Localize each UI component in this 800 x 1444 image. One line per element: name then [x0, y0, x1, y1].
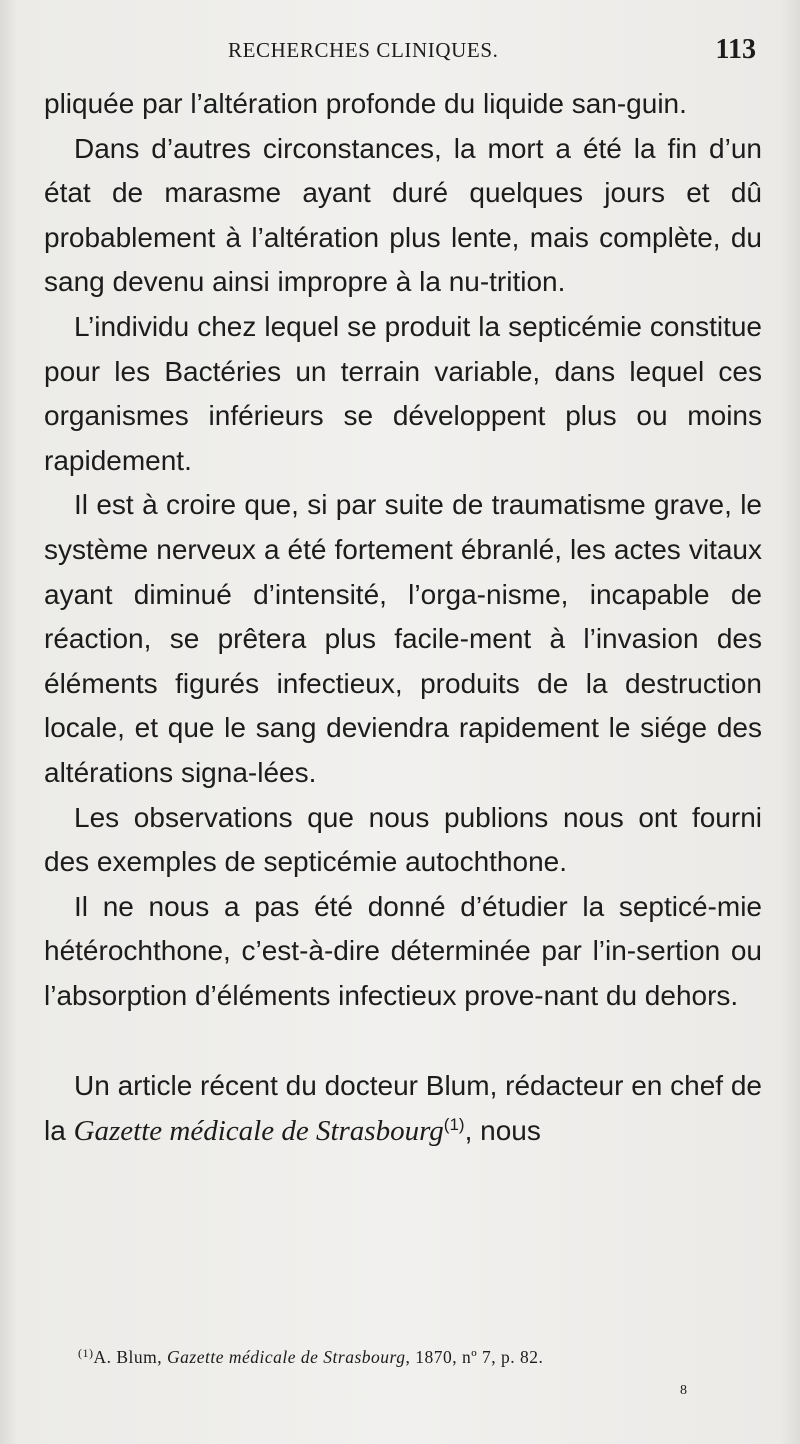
running-header [44, 36, 760, 70]
footnote [78, 1346, 758, 1368]
journal-title: Gazette médicale de Strasbourg [73, 1115, 444, 1148]
paragraph-text-end: , nous [464, 1115, 541, 1147]
paragraph-terrain: L’individu chez lequel se produit la septicémie constitue pour les Bactéries un terrain variable, dans lequel ces organismes inférieurs se développent plus ou moins rapidement. [44, 310, 762, 476]
paragraph-heterochthone: Il ne nous a pas été donné d’étudier la septicé-mie hétérochthone, c’est-à-dire déterminée par l’in-sertion ou l’absorption d’éléments infectieux prove-nant du dehors. [44, 890, 762, 1011]
paragraph-marasme: Dans d’autres circonstances, la mort a été la fin d’un état de marasme ayant duré quelques jours et dû probablement à l’altération plus lente, mais complète, du sang devenu ainsi impropre à la nu-trition. [44, 132, 762, 298]
body-text [44, 82, 762, 1154]
footnote-journal: Gazette médicale de Strasbourg [167, 1347, 406, 1367]
signature-mark: 8 [680, 1383, 687, 1398]
footnote-details: , 1870, nº 7, p. 82. [405, 1347, 544, 1367]
running-title: RECHERCHES CLINIQUES. [228, 38, 499, 62]
footnote-reference: (1) [443, 1115, 465, 1135]
paragraph-continuation: pliquée par l’altération profonde du liquide san-guin. [44, 88, 687, 119]
paragraph-text: Un article récent du docteur Blum, rédacteur en chef de la [44, 1070, 762, 1147]
footnote-mark: (1) [78, 1346, 94, 1360]
paragraph-blum-article [44, 1064, 762, 1153]
page-number: 113 [715, 34, 756, 65]
paragraph-traumatisme: Il est à croire que, si par suite de traumatisme grave, le système nerveux a été fortement ébranlé, les actes vitaux ayant diminué d’intensité, l’orga-nisme, incapable de réaction, se prêtera plus facile-ment à l’invasion des éléments figurés infectieux, produits de la destruction locale, et que le sang deviendra rapidement le siége des altérations signa-lées. [44, 489, 762, 788]
paragraph-observations: Les observations que nous publions nous ont fourni des exemples de septicémie autochthone. [44, 801, 762, 878]
footnote-author: A. Blum, [93, 1347, 168, 1367]
